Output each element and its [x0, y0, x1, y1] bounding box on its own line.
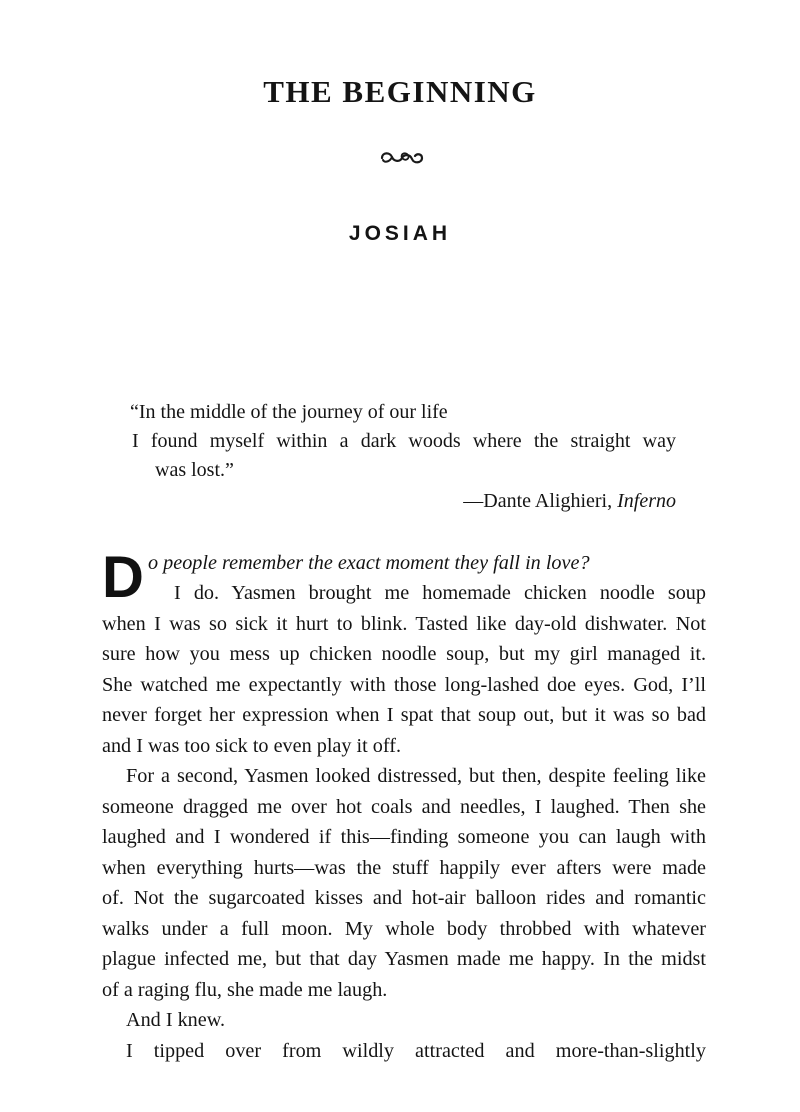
chapter-title: THE BEGINNING [263, 74, 537, 109]
paragraph-line: I tipped over from wildly attracted and more-than-slightly [126, 1039, 706, 1062]
fleuron-ornament-icon [378, 148, 426, 168]
paragraph-line: and I was too sick to even play it off. [102, 734, 402, 757]
drop-cap: D [102, 545, 144, 610]
chapter-body [102, 545, 706, 1066]
paragraph-line: And I knew. [126, 1009, 226, 1031]
paragraph-line: of a raging flu, she made me laugh. [102, 978, 388, 1001]
epigraph-line: I found myself within a dark woods where the straight way [132, 430, 676, 452]
paragraph-line: I do. Yasmen brought me homemade chicken noodle soup [174, 582, 706, 604]
paragraph-line: of. Not the sugarcoated kisses and hot-air balloon rides and romantic [102, 887, 706, 909]
paragraph-line: sure how you mess up chicken noodle soup, but my girl managed it. [102, 643, 706, 665]
paragraph-line: when everything hurts—was the stuff happily ever afters were made [102, 856, 706, 879]
attribution-author: —Dante Alighieri, [463, 490, 618, 512]
opening-question: o people remember the exact moment they fall in love? [148, 552, 590, 574]
paragraph-line: For a second, Yasmen looked distressed, but then, despite feeling like [126, 765, 706, 787]
epigraph [130, 398, 676, 485]
paragraph-line: walks under a full moon. My whole body throbbed with whatever [102, 917, 706, 940]
epigraph-attribution [463, 490, 676, 513]
paragraph-line: when I was so sick it hurt to blink. Tasted like day-old dishwater. Not [102, 612, 706, 635]
attribution-work-title: Inferno [617, 490, 676, 512]
paragraph-line: She watched me expectantly with those long-lashed doe eyes. God, I’ll [102, 673, 706, 696]
paragraph-line: never forget her expression when I spat that soup out, but it was so bad [102, 704, 706, 726]
paragraph-line: laughed and I wondered if this—finding someone you can laugh with [102, 826, 706, 848]
paragraph-line: someone dragged me over hot coals and needles, I laughed. Then she [102, 795, 706, 818]
paragraph-line: plague infected me, but that day Yasmen made me happy. In the midst [102, 948, 706, 970]
epigraph-line: “In the middle of the journey of our life [130, 401, 448, 423]
pov-character-heading: JOSIAH [348, 222, 452, 245]
epigraph-line: was lost.” [155, 459, 234, 481]
